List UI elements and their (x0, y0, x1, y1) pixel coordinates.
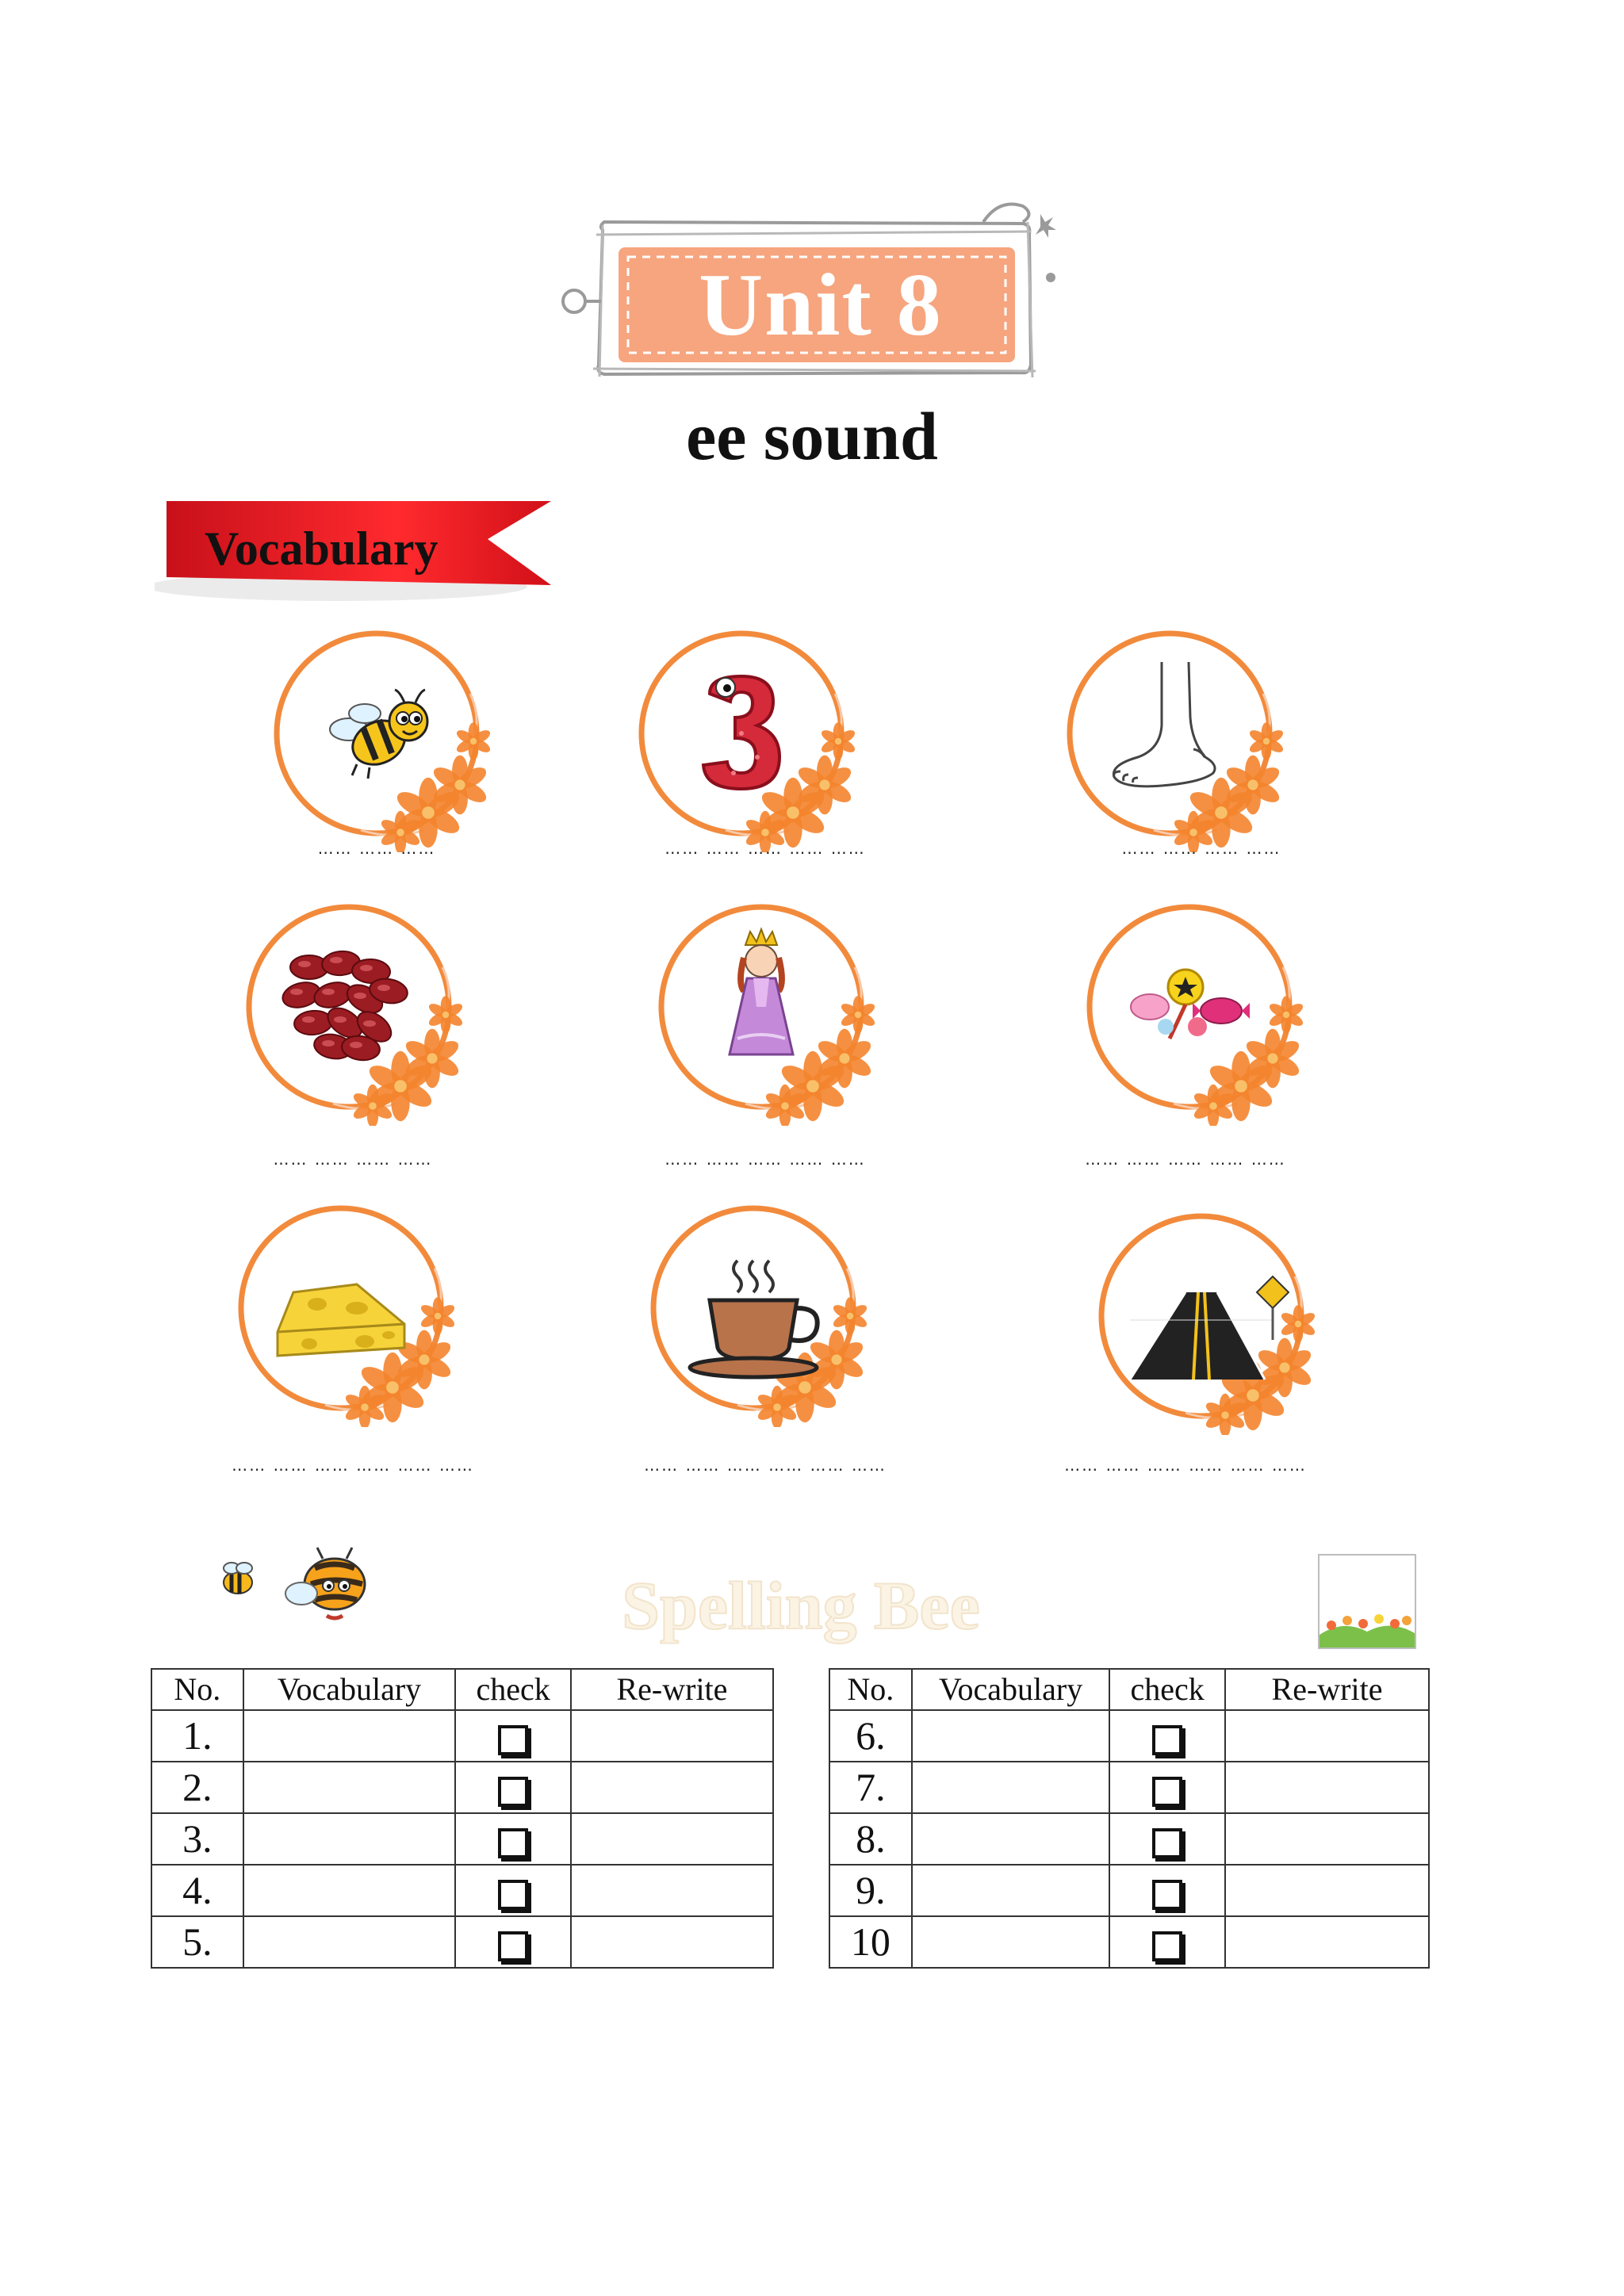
row-number: 7. (829, 1762, 912, 1813)
spelling-bee-title: Spelling Bee (622, 1567, 980, 1644)
vocabulary-card (230, 1197, 460, 1427)
check-cell[interactable] (1109, 1813, 1225, 1865)
vocabulary-card (650, 896, 880, 1126)
table-row (151, 1865, 773, 1916)
rewrite-cell[interactable] (571, 1710, 773, 1762)
table-row (829, 1813, 1429, 1865)
bee-icon (266, 622, 496, 852)
column-header: check (455, 1669, 571, 1710)
spelling-table-left (151, 1668, 774, 1969)
word-blanks[interactable]: …… …… …… …… …… …… (1064, 1456, 1307, 1475)
word-blanks[interactable]: …… …… …… …… (1121, 839, 1281, 858)
column-header: Vocabulary (243, 1669, 456, 1710)
rewrite-cell[interactable] (571, 1865, 773, 1916)
rewrite-cell[interactable] (571, 1813, 773, 1865)
checkbox-icon[interactable] (498, 1931, 528, 1961)
rewrite-cell[interactable] (1225, 1813, 1429, 1865)
flower-picture-box (1318, 1554, 1416, 1649)
column-header: check (1109, 1669, 1225, 1710)
checkbox-icon[interactable] (1152, 1828, 1182, 1858)
flowers-icon (1320, 1556, 1415, 1647)
sweets-icon (1078, 896, 1308, 1126)
checkbox-icon[interactable] (498, 1777, 528, 1807)
check-cell[interactable] (455, 1762, 571, 1813)
checkbox-icon[interactable] (1152, 1880, 1182, 1910)
vocabulary-cell[interactable] (243, 1762, 456, 1813)
rewrite-cell[interactable] (1225, 1710, 1429, 1762)
sound-subtitle: ee sound (686, 398, 938, 474)
bee-mascot-icon (279, 1544, 374, 1624)
checkbox-icon[interactable] (498, 1880, 528, 1910)
vocabulary-label: Vocabulary (205, 522, 439, 575)
check-cell[interactable] (1109, 1865, 1225, 1916)
number-three-icon (630, 622, 860, 852)
vocabulary-cell[interactable] (243, 1710, 456, 1762)
column-header: No. (829, 1669, 912, 1710)
row-number: 2. (151, 1762, 243, 1813)
checkbox-icon[interactable] (498, 1725, 528, 1755)
column-header: No. (151, 1669, 243, 1710)
table-row (829, 1762, 1429, 1813)
row-number: 3. (151, 1813, 243, 1865)
vocabulary-cell[interactable] (243, 1865, 456, 1916)
word-blanks[interactable]: …… …… …… …… …… (665, 1150, 866, 1169)
row-number: 8. (829, 1813, 912, 1865)
unit-title: Unit 8 (699, 256, 943, 354)
rewrite-cell[interactable] (1225, 1865, 1429, 1916)
row-number: 9. (829, 1865, 912, 1916)
row-number: 1. (151, 1710, 243, 1762)
vocabulary-card (1059, 622, 1289, 852)
column-header: Vocabulary (912, 1669, 1110, 1710)
word-blanks[interactable]: …… …… …… …… …… (665, 839, 866, 858)
column-header: Re-write (571, 1669, 773, 1710)
street-icon (1090, 1205, 1320, 1435)
rewrite-cell[interactable] (571, 1916, 773, 1968)
vocabulary-card (1078, 896, 1308, 1126)
vocabulary-cell[interactable] (912, 1916, 1110, 1968)
check-cell[interactable] (455, 1710, 571, 1762)
queen-icon (650, 896, 880, 1126)
table-row (829, 1710, 1429, 1762)
table-row (151, 1762, 773, 1813)
word-blanks[interactable]: …… …… …… …… …… …… (232, 1456, 474, 1475)
cheese-icon (230, 1197, 460, 1427)
spelling-table-right (829, 1668, 1430, 1969)
vocabulary-cell[interactable] (243, 1813, 456, 1865)
rewrite-cell[interactable] (571, 1762, 773, 1813)
check-cell[interactable] (455, 1813, 571, 1865)
vocabulary-card (1090, 1205, 1320, 1435)
column-header: Re-write (1225, 1669, 1429, 1710)
check-cell[interactable] (1109, 1916, 1225, 1968)
vocabulary-card (630, 622, 860, 852)
rewrite-cell[interactable] (1225, 1762, 1429, 1813)
table-row (829, 1865, 1429, 1916)
beans-icon (238, 896, 468, 1126)
vocabulary-cell[interactable] (912, 1813, 1110, 1865)
vocabulary-card (642, 1197, 872, 1427)
table-row (151, 1813, 773, 1865)
checkbox-icon[interactable] (1152, 1777, 1182, 1807)
table-row (151, 1916, 773, 1968)
word-blanks[interactable]: …… …… …… (317, 839, 436, 858)
foot-icon (1059, 622, 1289, 852)
vocabulary-cell[interactable] (912, 1762, 1110, 1813)
checkbox-icon[interactable] (1152, 1725, 1182, 1755)
row-number: 4. (151, 1865, 243, 1916)
table-row (829, 1916, 1429, 1968)
check-cell[interactable] (455, 1916, 571, 1968)
word-blanks[interactable]: …… …… …… …… …… (1085, 1150, 1286, 1169)
checkbox-icon[interactable] (1152, 1931, 1182, 1961)
rewrite-cell[interactable] (1225, 1916, 1429, 1968)
vocabulary-card (238, 896, 468, 1126)
check-cell[interactable] (1109, 1710, 1225, 1762)
table-row (151, 1710, 773, 1762)
row-number: 10 (829, 1916, 912, 1968)
check-cell[interactable] (455, 1865, 571, 1916)
check-cell[interactable] (1109, 1762, 1225, 1813)
word-blanks[interactable]: …… …… …… …… …… …… (644, 1456, 887, 1475)
word-blanks[interactable]: …… …… …… …… (273, 1150, 433, 1169)
vocabulary-cell[interactable] (912, 1865, 1110, 1916)
vocabulary-card (266, 622, 496, 852)
vocabulary-cell[interactable] (912, 1710, 1110, 1762)
vocabulary-cell[interactable] (243, 1916, 456, 1968)
coffee-cup-icon (642, 1197, 872, 1427)
row-number: 6. (829, 1710, 912, 1762)
small-bee-icon (214, 1554, 262, 1601)
row-number: 5. (151, 1916, 243, 1968)
checkbox-icon[interactable] (498, 1828, 528, 1858)
